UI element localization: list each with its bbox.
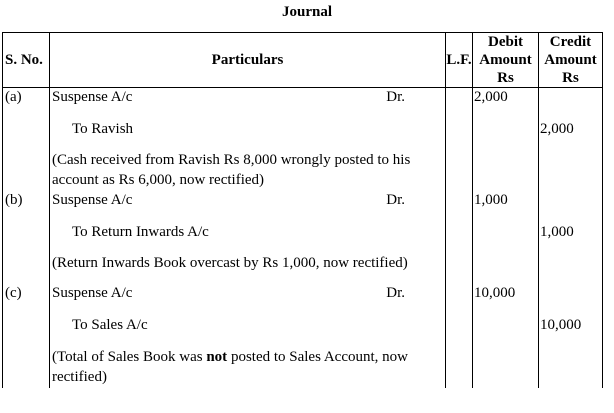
entry-debit-line (50, 88, 446, 119)
entry-debit-line (50, 284, 446, 314)
header-credit-line1: Credit (549, 34, 592, 50)
credit-amount: 1,000 (539, 221, 603, 253)
narration-bold: not (206, 349, 228, 365)
header-credit-line3: Rs (562, 70, 579, 86)
narration (50, 346, 446, 388)
header-debit-line2: Amount (479, 52, 532, 68)
narration: (Cash received from Ravish Rs 8,000 wrongly posted to his account as Rs 6,000, now rectified) (50, 149, 446, 191)
entry-sno: (c) (3, 284, 50, 314)
header-debit-line3: Rs (497, 70, 514, 86)
header-particulars: Particulars (50, 33, 446, 88)
entry-sno: (b) (3, 191, 50, 221)
table-row (3, 314, 603, 346)
credit-account: To Ravish (50, 118, 446, 149)
header-debit (473, 33, 539, 88)
header-sno: S. No. (3, 33, 50, 88)
header-lf: L.F. (446, 33, 473, 88)
table-row (3, 118, 603, 149)
table-row (3, 88, 603, 119)
entry-sno: (a) (3, 88, 50, 119)
table-row (3, 284, 603, 314)
page-title: Journal (281, 4, 332, 20)
credit-cell (539, 88, 603, 119)
credit-account: To Return Inwards A/c (50, 221, 446, 253)
narration-part2: posted to Sales Account, now rectified) (52, 349, 409, 385)
credit-amount: 2,000 (539, 118, 603, 149)
header-debit-line1: Debit (488, 34, 523, 50)
debit-account: Suspense A/c (52, 89, 133, 105)
credit-amount: 10,000 (539, 314, 603, 346)
header-row (3, 33, 603, 88)
table-row (3, 346, 603, 388)
header-credit (539, 33, 603, 88)
narration-part1: (Total of Sales Book was (52, 349, 207, 365)
debit-amount: 2,000 (473, 88, 539, 119)
table-row (3, 149, 603, 191)
header-credit-line2: Amount (544, 52, 597, 68)
narration: (Return Inwards Book overcast by Rs 1,000, now rectified) (50, 253, 446, 284)
table-row (3, 253, 603, 284)
debit-amount: 1,000 (473, 191, 539, 221)
journal-table (2, 32, 603, 388)
credit-account: To Sales A/c (50, 314, 446, 346)
table-row (3, 191, 603, 221)
table-row (3, 221, 603, 253)
dr-label: Dr. (386, 192, 405, 208)
debit-account: Suspense A/c (52, 192, 133, 208)
debit-amount: 10,000 (473, 284, 539, 314)
debit-account: Suspense A/c (52, 285, 133, 301)
lf-cell (446, 88, 473, 119)
dr-label: Dr. (386, 285, 405, 301)
dr-label: Dr. (386, 89, 405, 105)
entry-debit-line (50, 191, 446, 221)
